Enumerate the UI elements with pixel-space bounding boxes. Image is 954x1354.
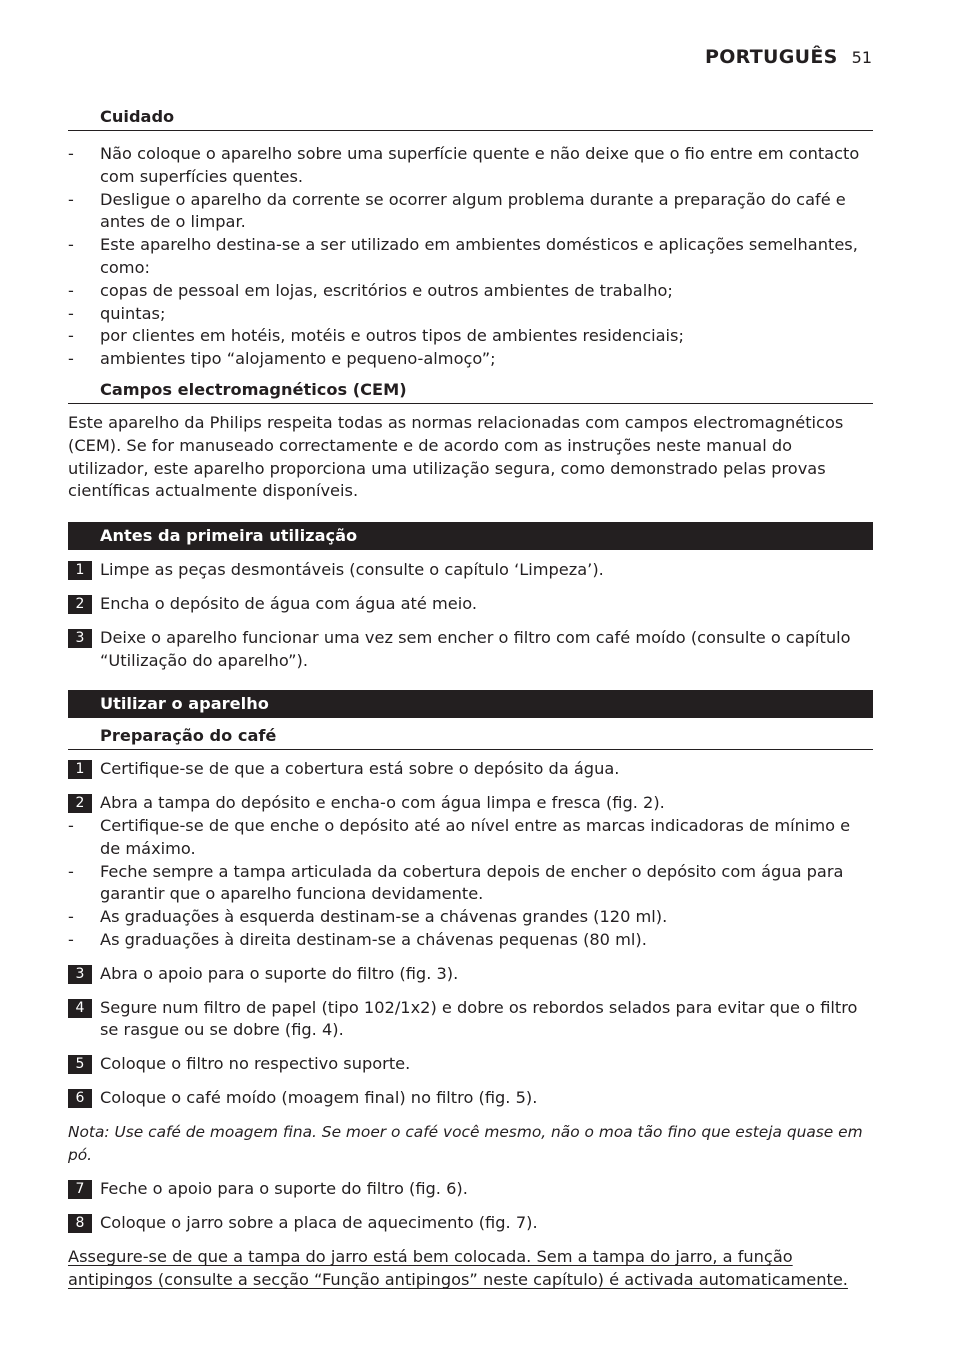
- dash-marker: -: [68, 349, 74, 369]
- step-item: 7 Feche o apoio para o suporte do filtro (fig. 6).: [68, 1178, 873, 1201]
- step-item: 3 Abra o apoio para o suporte do filtro (fig. 3).: [68, 963, 873, 986]
- step-number: 2: [68, 595, 92, 614]
- cuidado-heading: Cuidado: [68, 106, 873, 131]
- list-item: - copas de pessoal em lojas, escritórios e outros ambientes de trabalho;: [68, 280, 873, 303]
- step-item: 1 Limpe as peças desmontáveis (consulte o capítulo ‘Limpeza’).: [68, 559, 873, 582]
- cuidado-list: [68, 143, 873, 371]
- dash-marker: -: [68, 144, 74, 163]
- antes-heading: Antes da primeira utilização: [68, 522, 873, 550]
- list-item: - ambientes tipo “alojamento e pequeno-almoço”;: [68, 348, 873, 371]
- step-number: 8: [68, 1214, 92, 1233]
- dash-marker: -: [68, 303, 74, 323]
- preparacao-heading: Preparação do café: [68, 725, 873, 750]
- page-content: [68, 106, 873, 1291]
- step-number: 5: [68, 1055, 92, 1074]
- dash-marker: -: [68, 326, 74, 346]
- step-item: 2 Abra a tampa do depósito e encha-o com água limpa e fresca (fig. 2).: [68, 792, 873, 815]
- dash-marker: -: [68, 907, 74, 927]
- step-item: 3 Deixe o aparelho funcionar uma vez sem encher o filtro com café moído (consulte o capítulo “Utilização do aparelho”).: [68, 627, 873, 673]
- list-item: - Feche sempre a tampa articulada da cobertura depois de encher o depósito com água para garantir que o aparelho funciona devidamente.: [68, 861, 844, 904]
- step-number: 1: [68, 561, 92, 580]
- list-item: - As graduações à direita destinam-se a chávenas pequenas (80 ml).: [68, 929, 873, 952]
- list-item: - por clientes em hotéis, motéis e outros tipos de ambientes residenciais;: [68, 325, 873, 348]
- step-number: 6: [68, 1089, 92, 1108]
- step-item: 1 Certifique-se de que a cobertura está sobre o depósito da água.: [68, 758, 873, 781]
- step-number: 7: [68, 1180, 92, 1199]
- dash-marker: -: [68, 189, 74, 209]
- step-number: 2: [68, 794, 92, 813]
- step-item: 2 Encha o depósito de água com água até meio.: [68, 593, 873, 616]
- step-item: 8 Coloque o jarro sobre a placa de aquecimento (fig. 7).: [68, 1212, 873, 1235]
- step-item: 6 Coloque o café moído (moagem final) no filtro (fig. 5).: [68, 1087, 873, 1110]
- list-item: - As graduações à esquerda destinam-se a chávenas grandes (120 ml).: [68, 906, 873, 929]
- list-item: - Certifique-se de que enche o depósito até ao nível entre as marcas indicadoras de mínimo e de máximo.: [68, 815, 851, 858]
- dash-marker: -: [68, 815, 74, 835]
- step-number: 1: [68, 760, 92, 779]
- step2-notes: [68, 815, 873, 952]
- step-number: 4: [68, 999, 92, 1018]
- cem-paragraph: Este aparelho da Philips respeita todas as normas relacionadas com campos electromagnéticos (CEM). Se for manuseado correctamente e de acordo com as instruções neste manual do utilizador, este aparelho proporciona uma utilização segura, como demonstrado pelas provas científicas actualmente disponíveis.: [68, 412, 844, 501]
- dash-marker: -: [68, 280, 74, 300]
- list-item: - Não coloque o aparelho sobre uma superfície quente e não deixe que o fio entre em contacto com superfícies quentes.: [68, 144, 860, 186]
- list-item: - Desligue o aparelho da corrente se ocorrer algum problema durante a preparação do café e antes de o limpar.: [68, 189, 846, 232]
- page-number: 51: [851, 48, 872, 67]
- page-header: [705, 46, 872, 68]
- dash-marker: -: [68, 235, 74, 255]
- warning-text: Assegure-se de que a tampa do jarro está bem colocada. Sem a tampa do jarro, a função antipingos (consulte a secção “Função antipingos” neste capítulo) é activada automaticamente.: [68, 1247, 848, 1290]
- step-number: 3: [68, 629, 92, 648]
- cem-heading: Campos electromagnéticos (CEM): [68, 379, 873, 404]
- step-item: 5 Coloque o filtro no respectivo suporte.: [68, 1053, 873, 1076]
- language-label: PORTUGUÊS: [705, 46, 838, 68]
- list-item: - quintas;: [68, 303, 873, 326]
- list-item: - Este aparelho destina-se a ser utilizado em ambientes domésticos e aplicações semelhantes, como:: [68, 235, 858, 277]
- utilizar-heading: Utilizar o aparelho: [68, 690, 873, 718]
- dash-marker: -: [68, 861, 74, 881]
- step-item: 4 Segure num filtro de papel (tipo 102/1x2) e dobre os rebordos selados para evitar que o filtro se rasgue ou se dobre (fig. 4).: [68, 997, 873, 1043]
- note-text: Nota: Use café de moagem fina. Se moer o café você mesmo, não o moa tão fino que esteja quase em pó.: [68, 1122, 863, 1164]
- step-number: 3: [68, 965, 92, 984]
- dash-marker: -: [68, 929, 74, 949]
